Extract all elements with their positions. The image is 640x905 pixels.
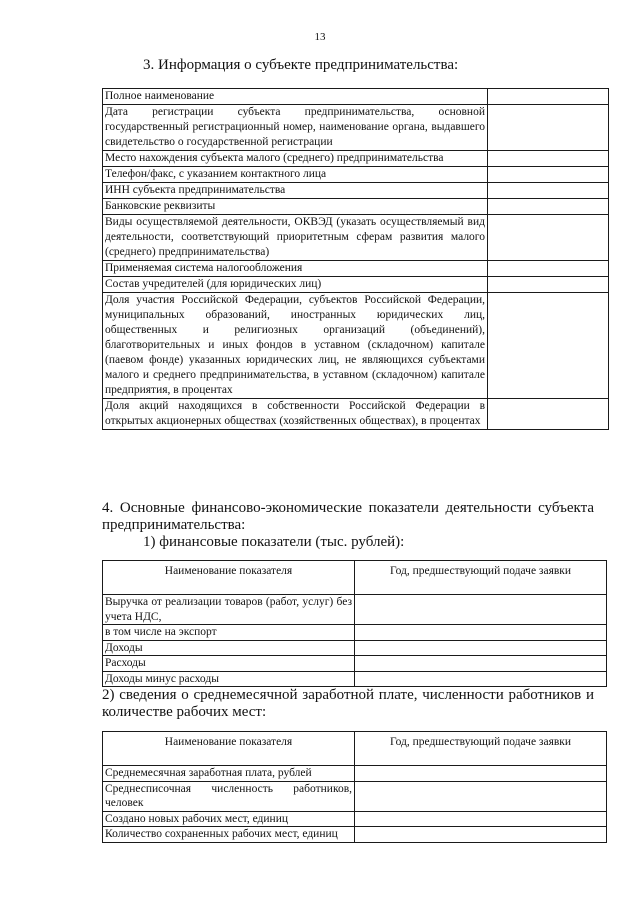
row-label: Расходы [103, 656, 355, 672]
row-label: Выручка от реализации товаров (работ, услуг) без учета НДС, [103, 595, 355, 625]
row-label: Доля акций находящихся в собственности Российской Федерации в открытых акционерных обществах (хозяйственных обществах), в процентах [103, 399, 488, 430]
info-row [103, 151, 609, 167]
value-cell[interactable] [488, 183, 609, 199]
table-header-row [103, 732, 607, 766]
row-label: ИНН субъекта предпринимательства [103, 183, 488, 199]
subject-info-body [103, 89, 609, 430]
subsection-2-heading: 2) сведения о среднемесячной заработной плате, численности работников и количестве рабочих мест: [102, 687, 594, 720]
table-row [103, 656, 607, 672]
value-cell[interactable] [488, 399, 609, 430]
value-cell[interactable] [355, 827, 607, 843]
subject-info-table [102, 88, 609, 430]
value-cell[interactable] [355, 640, 607, 656]
row-label: Применяемая система налогообложения [103, 261, 488, 277]
info-row [103, 89, 609, 105]
value-cell[interactable] [488, 277, 609, 293]
table-row [103, 811, 607, 827]
row-label: Доля участия Российской Федерации, субъектов Российской Федерации, муниципальных образований, иностранных юридических лиц, общественных и религиозных организаций (объединений), благотворительных и иных фондов в уставном (складочном) капитале (паевом фонде) указанных юридических лиц, не являющихся субъектами малого и среднего предпринимательства, в уставном (складочном) капитале предприятия, в процентах [103, 293, 488, 399]
column-header-indicator: Наименование показателя [103, 561, 355, 595]
row-label: Создано новых рабочих мест, единиц [103, 811, 355, 827]
value-cell[interactable] [355, 625, 607, 641]
salary-staff-body [103, 766, 607, 843]
row-label: Телефон/факс, с указанием контактного лица [103, 167, 488, 183]
section-4-heading: 4. Основные финансово-экономические показатели деятельности субъекта предпринимательства: [102, 500, 594, 533]
column-header-year: Год, предшествующий подаче заявки [355, 732, 607, 766]
row-label: Полное наименование [103, 89, 488, 105]
row-label: Состав учредителей (для юридических лиц) [103, 277, 488, 293]
info-row [103, 199, 609, 215]
table-row [103, 766, 607, 782]
row-label: Место нахождения субъекта малого (среднего) предпринимательства [103, 151, 488, 167]
column-header-year: Год, предшествующий подаче заявки [355, 561, 607, 595]
row-label: Количество сохраненных рабочих мест, единиц [103, 827, 355, 843]
table-row [103, 671, 607, 687]
info-row [103, 399, 609, 430]
table-row [103, 595, 607, 625]
value-cell[interactable] [488, 105, 609, 151]
subsection-1-heading: 1) финансовые показатели (тыс. рублей): [143, 534, 405, 550]
financial-indicators-body [103, 595, 607, 687]
value-cell[interactable] [488, 215, 609, 261]
value-cell[interactable] [355, 671, 607, 687]
info-row [103, 215, 609, 261]
row-label: Банковские реквизиты [103, 199, 488, 215]
salary-staff-table [102, 731, 607, 843]
section-3-heading: 3. Информация о субъекте предпринимательства: [143, 57, 459, 73]
value-cell[interactable] [488, 167, 609, 183]
value-cell[interactable] [488, 89, 609, 105]
row-label: Доходы [103, 640, 355, 656]
row-label: в том числе на экспорт [103, 625, 355, 641]
table-row [103, 827, 607, 843]
financial-indicators-table [102, 560, 607, 687]
value-cell[interactable] [355, 595, 607, 625]
table-header-row [103, 561, 607, 595]
row-label: Среднемесячная заработная плата, рублей [103, 766, 355, 782]
value-cell[interactable] [355, 766, 607, 782]
table-row [103, 625, 607, 641]
value-cell[interactable] [355, 656, 607, 672]
value-cell[interactable] [488, 261, 609, 277]
column-header-indicator: Наименование показателя [103, 732, 355, 766]
value-cell[interactable] [355, 781, 607, 811]
row-label: Дата регистрации субъекта предпринимательства, основной государственный регистрационный номер, наименование органа, выдавшего свидетельство о государственной регистрации [103, 105, 488, 151]
info-row [103, 293, 609, 399]
value-cell[interactable] [488, 293, 609, 399]
info-row [103, 277, 609, 293]
info-row [103, 167, 609, 183]
info-row [103, 105, 609, 151]
value-cell[interactable] [488, 199, 609, 215]
row-label: Среднесписочная численность работников, человек [103, 781, 355, 811]
info-row [103, 261, 609, 277]
row-label: Виды осуществляемой деятельности, ОКВЭД (указать осуществляемый вид деятельности, соответствующий приоритетным сферам развития малого (среднего) предпринимательства) [103, 215, 488, 261]
table-row [103, 640, 607, 656]
value-cell[interactable] [355, 811, 607, 827]
page-number: 13 [314, 31, 326, 43]
table-row [103, 781, 607, 811]
info-row [103, 183, 609, 199]
value-cell[interactable] [488, 151, 609, 167]
row-label: Доходы минус расходы [103, 671, 355, 687]
